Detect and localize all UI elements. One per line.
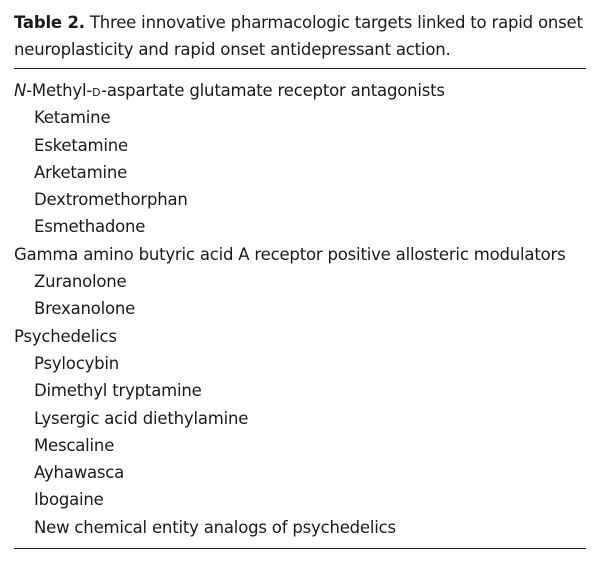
category-nmda: [14, 77, 586, 104]
category-psychedelics: Psychedelics: [14, 326, 117, 346]
table-row: Ketamine: [34, 108, 111, 128]
table-row: Arketamine: [34, 162, 128, 182]
category-nmda-mid: -Methyl-: [26, 81, 93, 100]
table-row: Lysergic acid diethylamine: [34, 408, 249, 428]
category-nmda-smallcaps: D: [92, 86, 102, 99]
table-row: Dimethyl tryptamine: [34, 381, 202, 401]
table-bottom-rule: [14, 548, 586, 549]
category-nmda-suffix: -aspartate glutamate receptor antagonists: [101, 81, 445, 100]
category-nmda-prefix: N: [14, 81, 27, 100]
table-row: Brexanolone: [34, 299, 136, 319]
table-row: Dextromethorphan: [34, 190, 188, 210]
table-label: Table 2.: [14, 13, 85, 32]
table-row: Zuranolone: [34, 272, 127, 292]
table-row: Esmethadone: [34, 217, 146, 237]
table-row: Ibogaine: [34, 490, 104, 510]
table-caption: [14, 9, 586, 63]
table-row: Ayhawasca: [34, 463, 125, 483]
targets-table: [14, 77, 586, 541]
table-row: Psylocybin: [34, 353, 120, 373]
table-top-rule: [14, 68, 586, 69]
table-row: Mescaline: [34, 435, 115, 455]
table-row: Esketamine: [34, 135, 128, 155]
table-row: New chemical entity analogs of psychedelics: [34, 517, 396, 537]
caption-text: Three innovative pharmacologic targets linked to rapid onset neuroplasticity and rapid onset antidepressant action.: [14, 13, 583, 59]
category-gaba: Gamma amino butyric acid A receptor positive allosteric modulators: [14, 244, 566, 264]
